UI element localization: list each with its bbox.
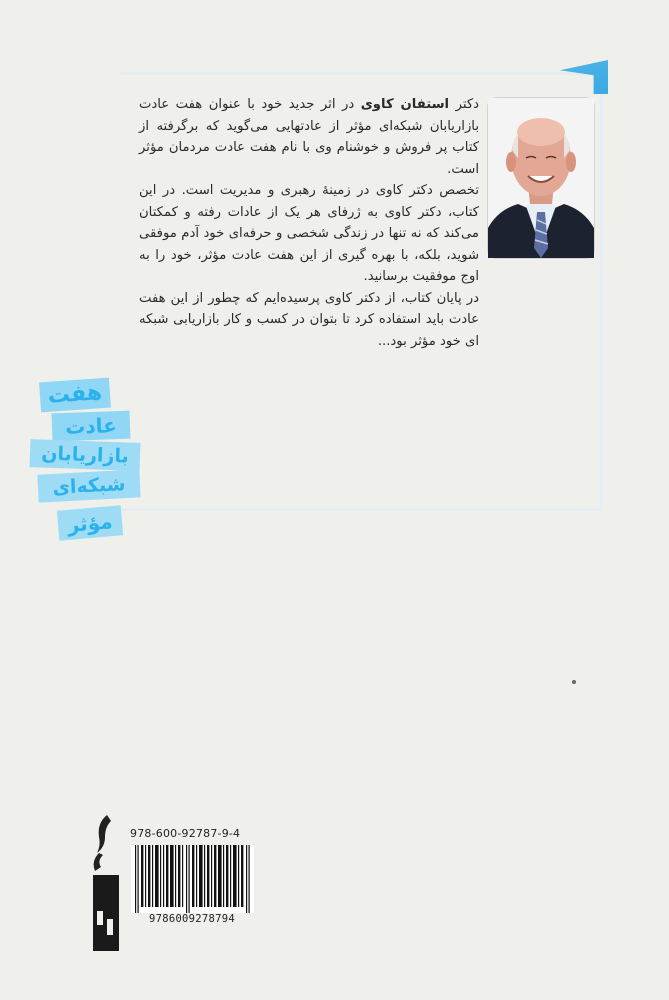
svg-text:دنیای: دنیای bbox=[75, 900, 89, 926]
description-paragraph-1 bbox=[139, 94, 479, 180]
author-photo bbox=[487, 97, 595, 259]
barcode-image bbox=[131, 845, 254, 913]
title-logo-line-1: هفت bbox=[39, 378, 111, 413]
title-logo-line-4: شبکه‌ای bbox=[37, 469, 140, 502]
title-logo-line-2: عادت bbox=[52, 411, 131, 442]
title-logo-line-3: بازاریابان bbox=[30, 439, 141, 471]
title-logo-line-5: مؤثر bbox=[57, 505, 123, 540]
barcode-number: 9786009278794 bbox=[148, 913, 236, 925]
frame-line-bottom bbox=[120, 508, 603, 511]
paragraph-1-prefix: دکتر bbox=[449, 97, 479, 112]
frame-line-right bbox=[600, 72, 603, 510]
paragraph-1-rest: در اثر جدید خود با عنوان هفت عادت بازاریابان شبکه‌ای مؤثر از عادتهایی می‌گوید که برگرفته از کتاب پر فروش و خوشنام وی با نام هفت عادت مردمان مؤثر است. bbox=[139, 97, 479, 177]
frame-line-top bbox=[120, 72, 603, 75]
back-cover-description bbox=[139, 94, 479, 352]
isbn-label: 978-600-92787-9-4 bbox=[130, 827, 241, 840]
print-speck bbox=[572, 680, 576, 684]
author-name: استفان کاوی bbox=[360, 97, 450, 112]
publisher-logo-icon bbox=[75, 815, 125, 955]
description-paragraph-2: تخصص دکتر کاوی در زمینهٔ رهبری و مدیریت است. در این کتاب، دکتر کاوی به ژرفای هر یک از عادات رفته و کمکتان می‌کند که نه تنها در زندگی شخصی و حرفه‌ای خود آدم موفقی شوید، بلکه، با بهره گیری از این هفت عادت مؤثر، خود را به اوج موفقیت برسانید. bbox=[139, 183, 479, 284]
description-paragraph-3: در پایان کتاب، از دکتر کاوی پرسیده‌ایم که چطور از این هفت عادت باید استفاده کرد تا بتوان در کسب و کار بازاریابی شبکه ای خود مؤثر بود... bbox=[139, 290, 479, 349]
corner-mark-icon bbox=[560, 60, 608, 94]
